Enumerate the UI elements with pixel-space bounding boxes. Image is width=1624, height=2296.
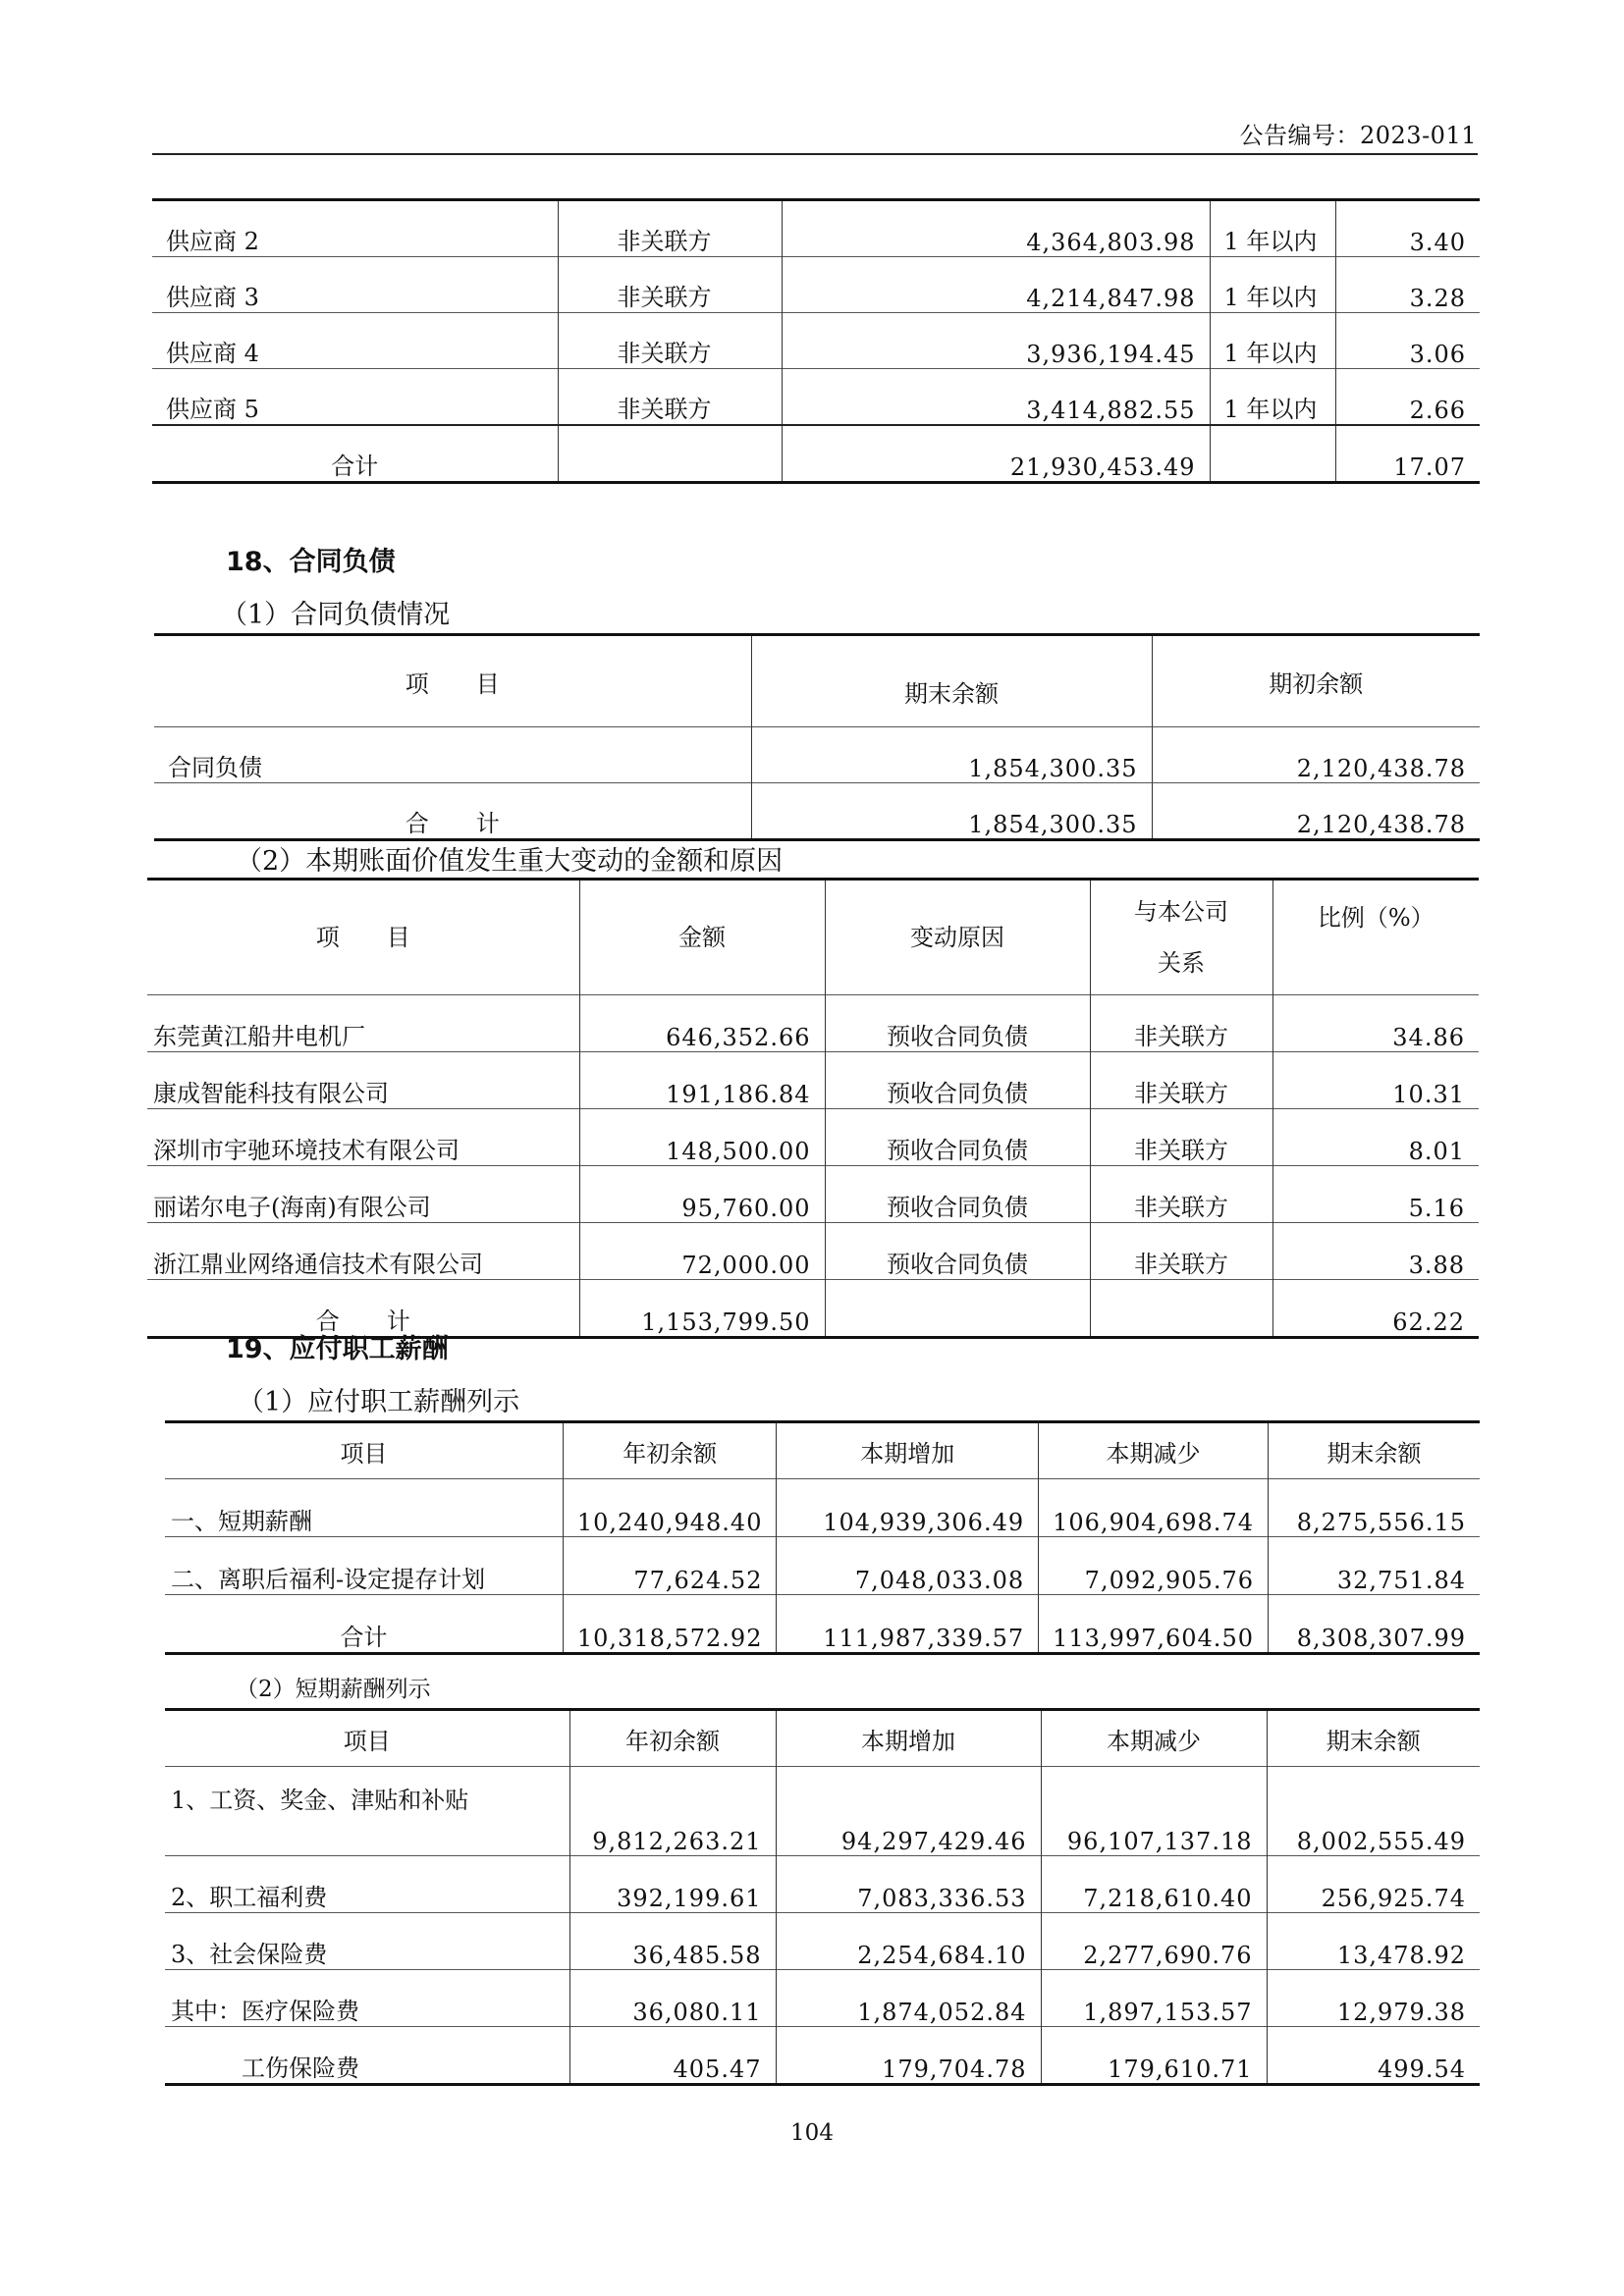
ending: 8,002,555.49: [1267, 1767, 1480, 1856]
section-19-title: 19、应付职工薪酬: [226, 1334, 449, 1364]
table-row: [152, 200, 1480, 257]
item-name: 3、社会保险费: [165, 1913, 569, 1970]
change-reason: 预收合同负债: [825, 1052, 1090, 1109]
company-name: 康成智能科技有限公司: [147, 1052, 579, 1109]
total-ending: 1,854,300.35: [751, 783, 1152, 840]
decrease: 179,610.71: [1041, 2027, 1267, 2085]
col-header: 期初余额: [1152, 635, 1480, 727]
table-row: [147, 1052, 1479, 1109]
col-header: 项目: [340, 1439, 388, 1468]
ratio: 3.28: [1335, 257, 1480, 313]
page-number: 104: [790, 2120, 834, 2146]
item-name: 二、离职后福利-设定提存计划: [165, 1537, 563, 1595]
amount: 3,414,882.55: [782, 369, 1210, 426]
decrease: 7,092,905.76: [1039, 1537, 1269, 1595]
table-row: [165, 1913, 1480, 1970]
table-row: [165, 1856, 1480, 1913]
section-18-sub1: （1）合同负债情况: [221, 600, 451, 630]
supplier-name: 供应商 5: [152, 369, 558, 426]
ratio: 8.01: [1272, 1109, 1479, 1166]
contract-liability-table: [154, 633, 1480, 841]
employee-compensation-table: [165, 1420, 1480, 1655]
table-header: [147, 880, 1479, 995]
col-header: 本期增加: [777, 1422, 1039, 1479]
company-name: 浙江鼎业网络通信技术有限公司: [147, 1223, 579, 1280]
ratio: 3.88: [1272, 1223, 1479, 1280]
amount: 95,760.00: [579, 1166, 825, 1223]
col-header: 期末余额: [751, 635, 1152, 727]
supplier-name: 供应商 4: [152, 313, 558, 369]
col-header: 变动原因: [825, 880, 1090, 995]
section-19-sub2: （2）短期薪酬列示: [236, 1677, 431, 1702]
opening: 36,485.58: [569, 1913, 776, 1970]
supplier-table: [152, 198, 1480, 484]
header-rule: [152, 153, 1478, 155]
relation: 非关联方: [558, 313, 782, 369]
increase: 7,083,336.53: [776, 1856, 1041, 1913]
total-increase: 111,987,339.57: [777, 1595, 1039, 1654]
ending: 499.54: [1267, 2027, 1480, 2085]
item-name: 2、职工福利费: [165, 1856, 569, 1913]
ending: 32,751.84: [1268, 1537, 1480, 1595]
col-header: 金额: [579, 880, 825, 995]
section-18-title: 18、合同负债: [226, 547, 396, 577]
total-row: [154, 783, 1480, 840]
table-row: [152, 257, 1480, 313]
table-header: [165, 1710, 1480, 1767]
table-row: [147, 1109, 1479, 1166]
table-row: [147, 1166, 1479, 1223]
col-header: 比例（%）: [1272, 880, 1479, 995]
section-19-sub1: （1）应付职工薪酬列示: [238, 1387, 520, 1417]
col-header: 项 目: [315, 924, 410, 951]
table-row: [165, 1767, 1480, 1856]
table-row: [152, 313, 1480, 369]
table-row: [165, 2027, 1480, 2085]
total-amount: 21,930,453.49: [782, 425, 1210, 483]
change-reason: 预收合同负债: [825, 995, 1090, 1052]
decrease: 7,218,610.40: [1041, 1856, 1267, 1913]
decrease: 106,904,698.74: [1039, 1479, 1269, 1537]
col-header: 本期减少: [1039, 1422, 1269, 1479]
amount: 646,352.66: [579, 995, 825, 1052]
table-row: [147, 1223, 1479, 1280]
increase: 179,704.78: [776, 2027, 1041, 2085]
age: 1 年以内: [1210, 369, 1335, 426]
total-label: 合 计: [154, 783, 751, 840]
age: 1 年以内: [1210, 200, 1335, 257]
short-term-compensation-table: [165, 1708, 1480, 2086]
col-header: 期末余额: [1267, 1710, 1480, 1767]
supplier-name: 供应商 3: [152, 257, 558, 313]
total-label: 合计: [165, 1595, 563, 1654]
relation: 非关联方: [558, 369, 782, 426]
col-header: 项 目: [405, 669, 500, 698]
company-name: 东莞黄江船井电机厂: [147, 995, 579, 1052]
ending-balance: 1,854,300.35: [751, 727, 1152, 783]
notice-number: 公告编号：2023-011: [1239, 122, 1477, 149]
table-row: [165, 1970, 1480, 2027]
total-decrease: 113,997,604.50: [1039, 1595, 1269, 1654]
decrease: 96,107,137.18: [1041, 1767, 1267, 1856]
table-row: [165, 1479, 1480, 1537]
col-header: 年初余额: [563, 1422, 777, 1479]
ending: 8,275,556.15: [1268, 1479, 1480, 1537]
col-header: 本期增加: [776, 1710, 1041, 1767]
company-name: 丽诺尔电子(海南)有限公司: [147, 1166, 579, 1223]
relation: 非关联方: [1090, 1166, 1272, 1223]
increase: 2,254,684.10: [776, 1913, 1041, 1970]
table-row: [152, 369, 1480, 426]
company-name: 深圳市宇驰环境技术有限公司: [147, 1109, 579, 1166]
total-opening: 10,318,572.92: [563, 1595, 777, 1654]
col-header: 项目: [343, 1727, 391, 1755]
col-header-relation: 与本公司 关系: [1090, 880, 1272, 995]
item-name: 1、工资、奖金、津贴和补贴: [165, 1767, 569, 1856]
change-reason: 预收合同负债: [825, 1166, 1090, 1223]
item-name: 其中：医疗保险费: [165, 1970, 569, 2027]
ending: 256,925.74: [1267, 1856, 1480, 1913]
ratio: 5.16: [1272, 1166, 1479, 1223]
total-ending: 8,308,307.99: [1268, 1595, 1480, 1654]
amount: 72,000.00: [579, 1223, 825, 1280]
opening: 10,240,948.40: [563, 1479, 777, 1537]
total-opening: 2,120,438.78: [1152, 783, 1480, 840]
ratio: 2.66: [1335, 369, 1480, 426]
increase: 94,297,429.46: [776, 1767, 1041, 1856]
col-header: 本期减少: [1041, 1710, 1267, 1767]
table-header: [154, 635, 1480, 727]
total-label: 合 计: [147, 1280, 579, 1338]
item-name: 合同负债: [154, 727, 751, 783]
significant-change-table: [147, 878, 1479, 1339]
total-row: [165, 1595, 1480, 1654]
supplier-name: 供应商 2: [166, 228, 259, 255]
age: 1 年以内: [1210, 313, 1335, 369]
amount: 4,364,803.98: [782, 200, 1210, 257]
increase: 7,048,033.08: [777, 1537, 1039, 1595]
opening: 77,624.52: [563, 1537, 777, 1595]
opening-balance: 2,120,438.78: [1152, 727, 1480, 783]
relation: 非关联方: [1090, 1223, 1272, 1280]
opening: 405.47: [569, 2027, 776, 2085]
opening: 36,080.11: [569, 1970, 776, 2027]
table-row: [154, 727, 1480, 783]
age: 1 年以内: [1210, 257, 1335, 313]
total-amount: 1,153,799.50: [579, 1280, 825, 1338]
decrease: 1,897,153.57: [1041, 1970, 1267, 2027]
ratio: 10.31: [1272, 1052, 1479, 1109]
ratio: 3.06: [1335, 313, 1480, 369]
opening: 9,812,263.21: [569, 1767, 776, 1856]
col-header: 期末余额: [1268, 1422, 1480, 1479]
change-reason: 预收合同负债: [825, 1109, 1090, 1166]
total-row: [152, 425, 1480, 483]
opening: 392,199.61: [569, 1856, 776, 1913]
relation: 非关联方: [1090, 1052, 1272, 1109]
relation: 非关联方: [1090, 995, 1272, 1052]
amount: 191,186.84: [579, 1052, 825, 1109]
amount: 148,500.00: [579, 1109, 825, 1166]
col-header: 年初余额: [569, 1710, 776, 1767]
ending: 13,478.92: [1267, 1913, 1480, 1970]
change-reason: 预收合同负债: [825, 1223, 1090, 1280]
amount: 4,214,847.98: [782, 257, 1210, 313]
ratio: 34.86: [1272, 995, 1479, 1052]
table-row: [147, 995, 1479, 1052]
increase: 1,874,052.84: [776, 1970, 1041, 2027]
total-ratio: 17.07: [1335, 425, 1480, 483]
decrease: 2,277,690.76: [1041, 1913, 1267, 1970]
increase: 104,939,306.49: [777, 1479, 1039, 1537]
relation: 非关联方: [558, 257, 782, 313]
total-label: 合计: [152, 425, 558, 483]
table-row: [165, 1537, 1480, 1595]
item-name: 一、短期薪酬: [165, 1479, 563, 1537]
ratio: 3.40: [1335, 200, 1480, 257]
relation: 非关联方: [1090, 1109, 1272, 1166]
item-name: 工伤保险费: [165, 2027, 569, 2085]
relation: 非关联方: [558, 200, 782, 257]
amount: 3,936,194.45: [782, 313, 1210, 369]
ending: 12,979.38: [1267, 1970, 1480, 2027]
total-ratio: 62.22: [1272, 1280, 1479, 1338]
table-header: [165, 1422, 1480, 1479]
section-18-sub2: （2）本期账面价值发生重大变动的金额和原因: [236, 846, 784, 877]
